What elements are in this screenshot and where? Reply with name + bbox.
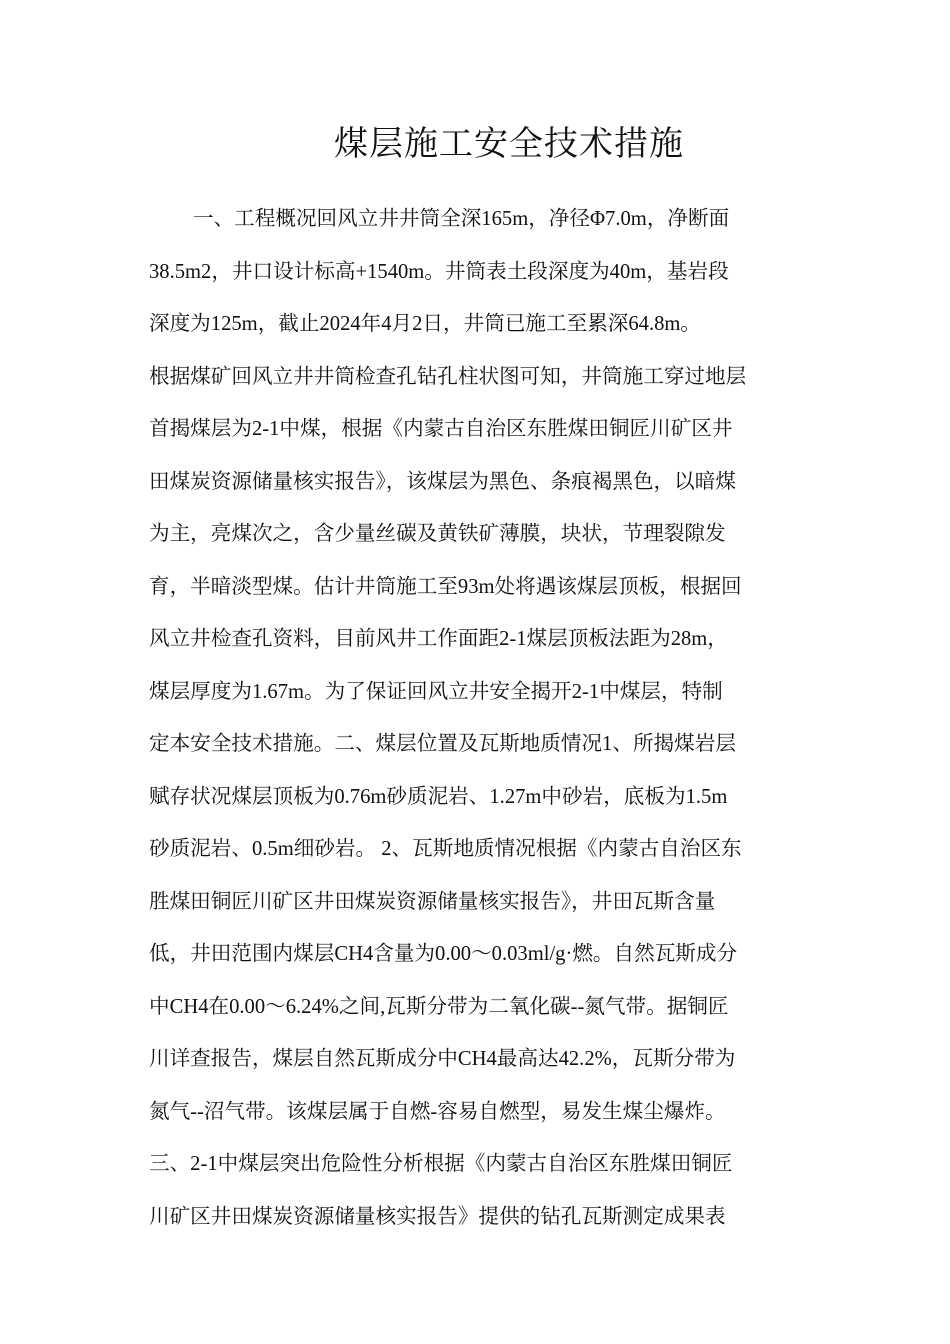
text-line: 38.5m2，井口设计标高+1540m。井筒表土段深度为40m，基岩段 xyxy=(149,260,729,283)
text-line: 育，半暗淡型煤。估计井筒施工至93m处将遇该煤层顶板，根据回 xyxy=(149,575,742,598)
text-line: 一、工程概况回风立井井筒全深165m，净径Φ7.0m，净断面 xyxy=(193,208,730,230)
text-line: 深度为125m，截止2024年4月2日，井筒已施工至累深64.8m。 xyxy=(149,313,702,335)
text-line: 砂质泥岩、0.5m细砂岩。 2、瓦斯地质情况根据《内蒙古自治区东 xyxy=(149,838,742,860)
document-title: 煤层施工安全技术措施 xyxy=(334,124,684,164)
text-line: 三、2-1中煤层突出危险性分析根据《内蒙古自治区东胜煤田铜匠 xyxy=(149,1153,733,1175)
text-line: 定本安全技术措施。二、煤层位置及瓦斯地质情况1、所揭煤岩层 xyxy=(149,733,736,755)
text-line: 为主，亮煤次之，含少量丝碳及黄铁矿薄膜，块状，节理裂隙发 xyxy=(149,523,726,545)
text-line: 中CH4在0.00～6.24%之间,瓦斯分带为二氧化碳--氮气带。据铜匠 xyxy=(149,995,729,1018)
text-line: 川矿区井田煤炭资源储量核实报告》提供的钻孔瓦斯测定成果表 xyxy=(149,1205,726,1228)
text-line: 田煤炭资源储量核实报告》，该煤层为黑色、条痕褐黑色，以暗煤 xyxy=(149,470,736,493)
text-line: 煤层厚度为1.67m。为了保证回风立井安全揭开2-1中煤层，特制 xyxy=(149,680,723,703)
text-line: 根据煤矿回风立井井筒检查孔钻孔柱状图可知，井筒施工穿过地层 xyxy=(149,365,747,388)
text-line: 川详查报告，煤层自然瓦斯成分中CH4最高达42.2%，瓦斯分带为 xyxy=(149,1048,736,1070)
text-line: 氮气--沼气带。该煤层属于自燃-容易自燃型，易发生煤尘爆炸。 xyxy=(149,1100,726,1123)
text-line: 胜煤田铜匠川矿区井田煤炭资源储量核实报告》，井田瓦斯含量 xyxy=(149,890,716,913)
text-line: 首揭煤层为2-1中煤，根据《内蒙古自治区东胜煤田铜匠川矿区井 xyxy=(149,418,733,440)
document-body xyxy=(149,193,809,1243)
text-line: 风立井检查孔资料，目前风井工作面距2-1煤层顶板法距为28m， xyxy=(149,628,728,650)
text-line: 赋存状况煤层顶板为0.76m砂质泥岩、1.27m中砂岩，底板为1.5m xyxy=(149,785,728,808)
text-line: 低，井田范围内煤层CH4含量为0.00～0.03ml/g·燃。自然瓦斯成分 xyxy=(149,943,738,965)
